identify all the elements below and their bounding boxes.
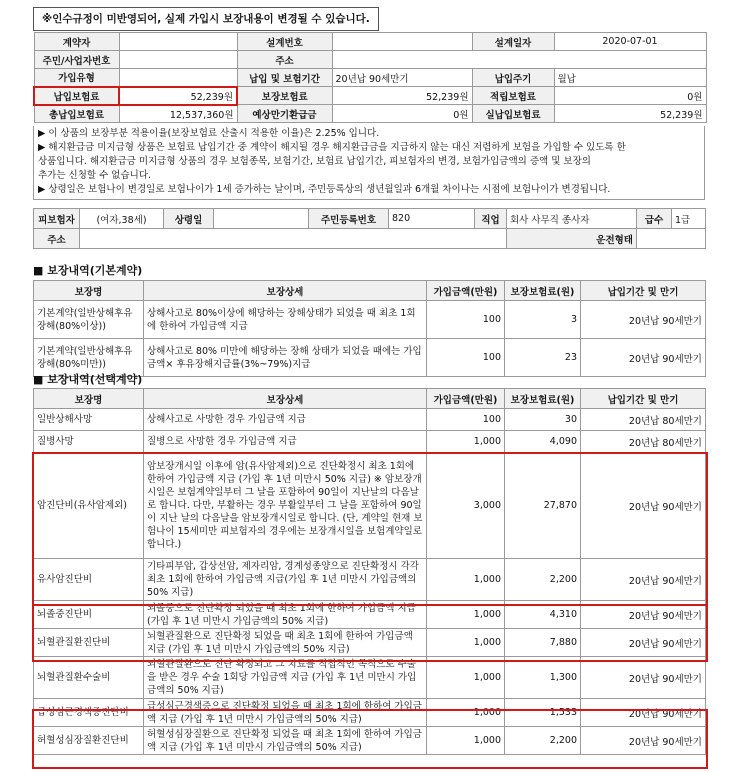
coverage-period: 20년납 90세만기 xyxy=(581,339,706,377)
coverage-premium: 3 xyxy=(505,301,581,339)
optional-section-title: ■ 보장내역(선택계약) xyxy=(33,373,143,386)
notice-box: ※인수규정이 미반영되어, 실제 가입시 보장내용이 변경될 수 있습니다. xyxy=(33,7,379,31)
coverage-name: 일반상해사망 xyxy=(34,409,144,431)
col-detail: 보장상세 xyxy=(144,389,427,409)
note-line: ▶ 이 상품의 보장부분 적용이율(보장보험료 산출시 적용한 이율)은 2.25% 입니다. xyxy=(38,128,380,139)
coverage-name: 유사암진단비 xyxy=(34,559,144,601)
premium-label: 납입보험료 xyxy=(34,87,119,105)
coverage-detail: 뇌졸중으로 진단확정 되었을 때 최초 1회에 한하여 가입금액 지급 (가입 후 1년 미만시 가입금액의 50% 지급) xyxy=(144,601,427,629)
design-date-value: 2020-07-01 xyxy=(554,33,706,51)
coverage-period: 20년납 80세만기 xyxy=(581,409,706,431)
saving-premium-label: 적립보험료 xyxy=(472,87,554,105)
coverage-amount: 1,000 xyxy=(427,559,505,601)
coverage-name: 질병사망 xyxy=(34,431,144,453)
coverage-premium: 4,310 xyxy=(505,601,581,629)
basic-section-title: ■ 보장내역(기본계약) xyxy=(33,264,143,277)
table-row xyxy=(34,453,706,559)
coverage-amount: 1,000 xyxy=(427,431,505,453)
optional-coverage-table xyxy=(33,388,706,755)
coverage-premium: 7,880 xyxy=(505,629,581,657)
actual-premium-label: 실납입보험료 xyxy=(472,105,554,123)
age-date-label: 상령일 xyxy=(164,209,214,229)
summary-table xyxy=(33,32,707,123)
coverage-name: 뇌혈관질환진단비 xyxy=(34,629,144,657)
join-period-label: 납입 및 보험기간 xyxy=(237,69,332,87)
note-line: 추가는 신청할 수 없습니다. xyxy=(38,170,152,181)
coverage-amount: 3,000 xyxy=(427,453,505,559)
coverage-detail: 뇌혈관질환으로 진단 확정되고 그 치료를 직접적인 목적으로 수술을 받은 경우 수술 1회당 가입금액 지급 (가입 후 1년 미만시 가입금액의 50% 지급) xyxy=(144,657,427,699)
col-premium: 보장보험료(원) xyxy=(505,389,581,409)
coverage-amount: 1,000 xyxy=(427,727,505,755)
coverage-detail: 급성심근경색증으로 진단확정 되었을 때 최초 1회에 한하여 가입금액 지급 (가입 후 1년 미만시 가입금액의 50% 지급) xyxy=(144,699,427,727)
reg-no-value xyxy=(119,51,237,69)
coverage-premium: 1,533 xyxy=(505,699,581,727)
col-amount: 가입금액(만원) xyxy=(427,281,505,301)
grade-label: 급수 xyxy=(637,209,672,229)
premium-value: 52,239원 xyxy=(119,87,237,105)
coverage-name: 암진단비(유사암제외) xyxy=(34,453,144,559)
coverage-detail: 질병으로 사망한 경우 가입금액 지급 xyxy=(144,431,427,453)
col-period: 납입기간 및 만기 xyxy=(581,389,706,409)
coverage-period: 20년납 90세만기 xyxy=(581,657,706,699)
table-row xyxy=(34,431,706,453)
rrn-value: 820 xyxy=(389,209,475,229)
basic-coverage-table xyxy=(33,280,706,377)
guarantee-premium-label: 보장보험료 xyxy=(237,87,332,105)
job-label: 직업 xyxy=(475,209,507,229)
col-amount: 가입금액(만원) xyxy=(427,389,505,409)
coverage-period: 20년납 90세만기 xyxy=(581,699,706,727)
drive-label: 운전형태 xyxy=(507,229,637,249)
expected-refund-value: 0원 xyxy=(332,105,472,123)
table-row xyxy=(34,699,706,727)
coverage-premium: 30 xyxy=(505,409,581,431)
table-row xyxy=(34,601,706,629)
expected-refund-label: 예상만기환급금 xyxy=(237,105,332,123)
insured-address-value xyxy=(80,229,507,249)
note-line: ▶ 상령일은 보험나이 변경일로 보험나이가 1세 증가하는 날이며, 주민등록상의 생년월일과 6개월 차이나는 시점에 보험나이가 변경됩니다. xyxy=(38,184,611,195)
note-line: ▶ 해지환급금 미지급형 상품은 보험료 납입기간 중 계약이 해지될 경우 해지환급금을 지급하지 않는 대신 저렴하게 보험을 가입할 수 있도록 한 xyxy=(38,142,626,153)
coverage-amount: 100 xyxy=(427,301,505,339)
coverage-name: 뇌졸중진단비 xyxy=(34,601,144,629)
insured-table xyxy=(33,208,706,249)
saving-premium-value: 0원 xyxy=(554,87,706,105)
col-name: 보장명 xyxy=(34,389,144,409)
total-premium-label: 총납입보험료 xyxy=(34,105,119,123)
coverage-amount: 100 xyxy=(427,409,505,431)
col-name: 보장명 xyxy=(34,281,144,301)
address-value xyxy=(332,51,706,69)
job-value: 회사 사무직 종사자 xyxy=(507,209,637,229)
coverage-name: 기본계약(일반상해후유장해(80%이상)) xyxy=(34,301,144,339)
coverage-detail: 상해사고로 80% 미만에 해당하는 장해 상태가 되었을 때에는 가입금액× 후유장해지급률(3%~79%)지급 xyxy=(144,339,427,377)
coverage-period: 20년납 90세만기 xyxy=(581,629,706,657)
coverage-premium: 2,200 xyxy=(505,559,581,601)
note-line: 상품입니다. 해지환급금 미지급형 상품의 경우 보험종목, 보험기간, 보험료 납입기간, 피보험자의 변경, 보험가입금액의 증액 및 보장의 xyxy=(38,156,591,167)
reg-no-label: 주민/사업자번호 xyxy=(34,51,119,69)
coverage-premium: 2,200 xyxy=(505,727,581,755)
coverage-detail: 상해사고로 80%이상에 해당하는 장해상태가 되었을 때 최초 1회에 한하여 가입금액 지급 xyxy=(144,301,427,339)
coverage-premium: 23 xyxy=(505,339,581,377)
design-no-label: 설계번호 xyxy=(237,33,332,51)
design-date-label: 설계일자 xyxy=(472,33,554,51)
coverage-period: 20년납 90세만기 xyxy=(581,301,706,339)
coverage-name: 기본계약(일반상해후유장해(80%미만)) xyxy=(34,339,144,377)
design-no-value xyxy=(332,33,472,51)
coverage-amount: 1,000 xyxy=(427,657,505,699)
table-row xyxy=(34,409,706,431)
notes-box xyxy=(33,126,705,200)
coverage-detail: 상해사고로 사망한 경우 가입금액 지급 xyxy=(144,409,427,431)
coverage-amount: 1,000 xyxy=(427,601,505,629)
insured-address-label: 주소 xyxy=(34,229,80,249)
table-row xyxy=(34,629,706,657)
coverage-premium: 27,870 xyxy=(505,453,581,559)
coverage-detail: 뇌혈관질환으로 진단확정 되었을 때 최초 1회에 한하여 가입금액 지급 (가입 후 1년 미만시 가입금액의 50% 지급) xyxy=(144,629,427,657)
join-type-label: 가입유형 xyxy=(34,69,119,87)
coverage-period: 20년납 90세만기 xyxy=(581,559,706,601)
col-detail: 보장상세 xyxy=(144,281,427,301)
coverage-period: 20년납 90세만기 xyxy=(581,453,706,559)
coverage-premium: 1,300 xyxy=(505,657,581,699)
table-row xyxy=(34,301,706,339)
insured-value: (여자,38세) xyxy=(80,209,164,229)
join-type-value xyxy=(119,69,237,87)
col-period: 납입기간 및 만기 xyxy=(581,281,706,301)
coverage-amount: 1,000 xyxy=(427,699,505,727)
pay-cycle-label: 납입주기 xyxy=(472,69,554,87)
contractor-value xyxy=(119,33,237,51)
join-period-value: 20년납 90세만기 xyxy=(332,69,472,87)
coverage-amount: 100 xyxy=(427,339,505,377)
col-premium: 보장보험료(원) xyxy=(505,281,581,301)
insured-label: 피보험자 xyxy=(34,209,80,229)
table-row xyxy=(34,657,706,699)
coverage-detail: 암보장개시일 이후에 암(유사암제외)으로 진단확정시 최초 1회에 한하여 가입금액 지급 (가입 후 1년 미만시 50% 지급) ※ 암보장개시일은 보험계약일부터 그 날을 포함하여 90일이 지난날의 다음날로 합니다. 다만, 부활하는 경우 부활일부터 그 날을 포함하여 90일이 지난 날의 다음날을 암보장개시일로 합니다. (단, 계약일 현재 보험나이 15세미만 피보험자의 경우에는 보장개시일을 보험계약일로 합니다.) xyxy=(144,453,427,559)
rrn-label: 주민등록번호 xyxy=(309,209,389,229)
grade-value: 1급 xyxy=(672,209,706,229)
coverage-name: 뇌혈관질환수술비 xyxy=(34,657,144,699)
address-label: 주소 xyxy=(237,51,332,69)
drive-value xyxy=(637,229,706,249)
coverage-period: 20년납 80세만기 xyxy=(581,431,706,453)
contractor-label: 계약자 xyxy=(34,33,119,51)
total-premium-value: 12,537,360원 xyxy=(119,105,237,123)
coverage-name: 허혈성심장질환진단비 xyxy=(34,727,144,755)
coverage-period: 20년납 90세만기 xyxy=(581,601,706,629)
coverage-period: 20년납 90세만기 xyxy=(581,727,706,755)
coverage-premium: 4,090 xyxy=(505,431,581,453)
coverage-detail: 기타피부암, 갑상선암, 제자리암, 경계성종양으로 진단확정시 각각 최초 1회에 한하여 가입금액 지급(가입 후 1년 미만시 가입금액의 50% 지급) xyxy=(144,559,427,601)
coverage-detail: 허혈성심장질환으로 진단확정 되었을 때 최초 1회에 한하여 가입금액 지급 (가입 후 1년 미만시 가입금액의 50% 지급) xyxy=(144,727,427,755)
pay-cycle-value: 월납 xyxy=(554,69,706,87)
actual-premium-value: 52,239원 xyxy=(554,105,706,123)
table-row xyxy=(34,727,706,755)
guarantee-premium-value: 52,239원 xyxy=(332,87,472,105)
age-date-value xyxy=(214,209,309,229)
table-row xyxy=(34,559,706,601)
coverage-amount: 1,000 xyxy=(427,629,505,657)
coverage-name: 급성심근경색증진단비 xyxy=(34,699,144,727)
